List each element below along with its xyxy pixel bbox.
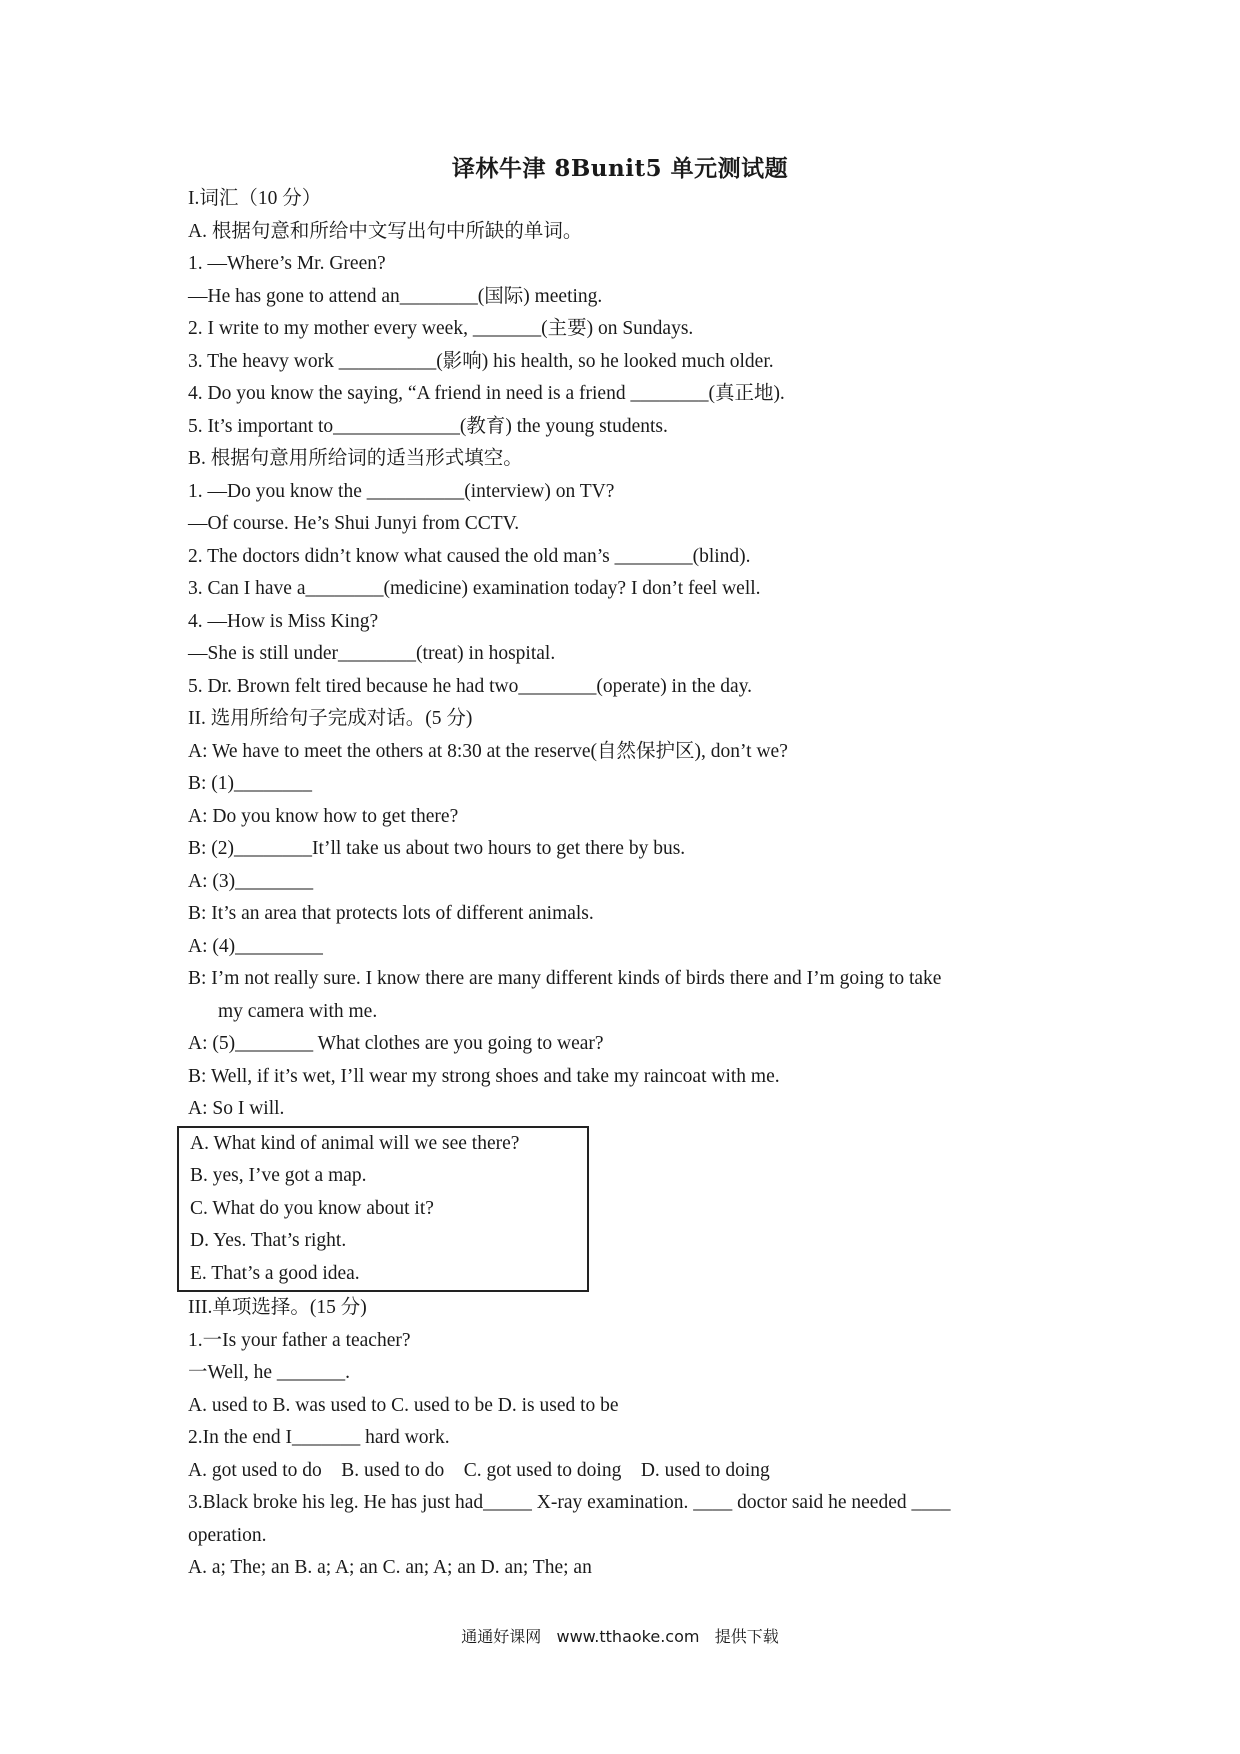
dialogue-line: B: It’s an area that protects lots of different animals.: [188, 903, 594, 924]
question-line: 2.In the end I_______ hard work.: [188, 1427, 450, 1448]
question-line: —Of course. He’s Shui Junyi from CCTV.: [188, 513, 520, 534]
question-line: 1. —Where’s Mr. Green?: [188, 253, 386, 274]
section-1-heading: I.词汇（10 分）: [188, 188, 322, 209]
dialogue-line: A: So I will.: [188, 1098, 285, 1119]
dialogue-line: B: Well, if it’s wet, I’ll wear my strong shoes and take my raincoat with me.: [188, 1065, 780, 1087]
section-3-heading: III.单项选择。(15 分): [188, 1297, 367, 1318]
question-line: 1.一Is your father a teacher?: [188, 1329, 411, 1351]
question-line: 2. The doctors didn’t know what caused the old man’s ________(blind).: [188, 545, 751, 567]
dialogue-line: A: We have to meet the others at 8:30 at the reserve(自然保护区), don’t we?: [188, 740, 788, 762]
question-line: 5. It’s important to_____________(教育) the young students.: [188, 415, 668, 437]
section-1a-instruction: A. 根据句意和所给中文写出句中所缺的单词。: [188, 220, 583, 242]
question-line: 3.Black broke his leg. He has just had_____ X-ray examination. ____ doctor said he needed ____: [188, 1492, 951, 1513]
question-line: 3. Can I have a________(medicine) examination today? I don’t feel well.: [188, 578, 761, 599]
choice-option: D. Yes. That’s right.: [190, 1230, 347, 1251]
dialogue-line: B: (2)________It’ll take us about two hours to get there by bus.: [188, 838, 686, 859]
choice-option: E. That’s a good idea.: [190, 1262, 360, 1284]
section-1b-instruction: B. 根据句意用所给词的适当形式填空。: [188, 448, 523, 469]
question-line: —She is still under________(treat) in hospital.: [188, 643, 556, 664]
question-line: 4. Do you know the saying, “A friend in need is a friend ________(真正地).: [188, 383, 785, 404]
question-line: 4. —How is Miss King?: [188, 610, 379, 632]
answer-options: A. a; The; an B. a; A; an C. an; A; an D. an; The; an: [188, 1557, 592, 1578]
choice-option: A. What kind of animal will we see there?: [190, 1132, 520, 1154]
question-line: 5. Dr. Brown felt tired because he had two________(operate) in the day.: [188, 675, 753, 697]
section-2-heading: II. 选用所给句子完成对话。(5 分): [188, 708, 473, 729]
question-line: 1. —Do you know the __________(interview) on TV?: [188, 480, 615, 502]
question-line-continued: operation.: [188, 1524, 267, 1546]
dialogue-line: A: Do you know how to get there?: [188, 805, 459, 827]
question-line: 3. The heavy work __________(影响) his health, so he looked much older.: [188, 350, 774, 372]
dialogue-line: A: (5)________ What clothes are you going to wear?: [188, 1033, 604, 1054]
dialogue-line: B: (1)________: [188, 773, 313, 794]
answer-choices-box: [177, 1126, 589, 1293]
answer-options: A. got used to do B. used to do C. got used to doing D. used to doing: [188, 1459, 770, 1481]
exam-content: [188, 183, 1068, 1585]
dialogue-line: B: I’m not really sure. I know there are many different kinds of birds there and I’m going to take: [188, 968, 942, 989]
question-line: 一Well, he _______.: [188, 1362, 350, 1383]
question-line: —He has gone to attend an________(国际) meeting.: [188, 285, 603, 307]
dialogue-line: A: (3)________: [188, 870, 314, 892]
choice-option: B. yes, I’ve got a map.: [190, 1165, 367, 1186]
answer-options: A. used to B. was used to C. used to be D. is used to be: [188, 1394, 619, 1416]
dialogue-line: A: (4)_________: [188, 935, 323, 957]
choice-option: C. What do you know about it?: [190, 1197, 434, 1219]
question-line: 2. I write to my mother every week, _______(主要) on Sundays.: [188, 318, 694, 339]
page-footer: 通通好课网 www.tthaoke.com 提供下载: [461, 1627, 779, 1646]
page-title: 译林牛津 8Bunit5 单元测试题: [451, 155, 789, 182]
dialogue-line-continued: my camera with me.: [218, 1000, 378, 1022]
